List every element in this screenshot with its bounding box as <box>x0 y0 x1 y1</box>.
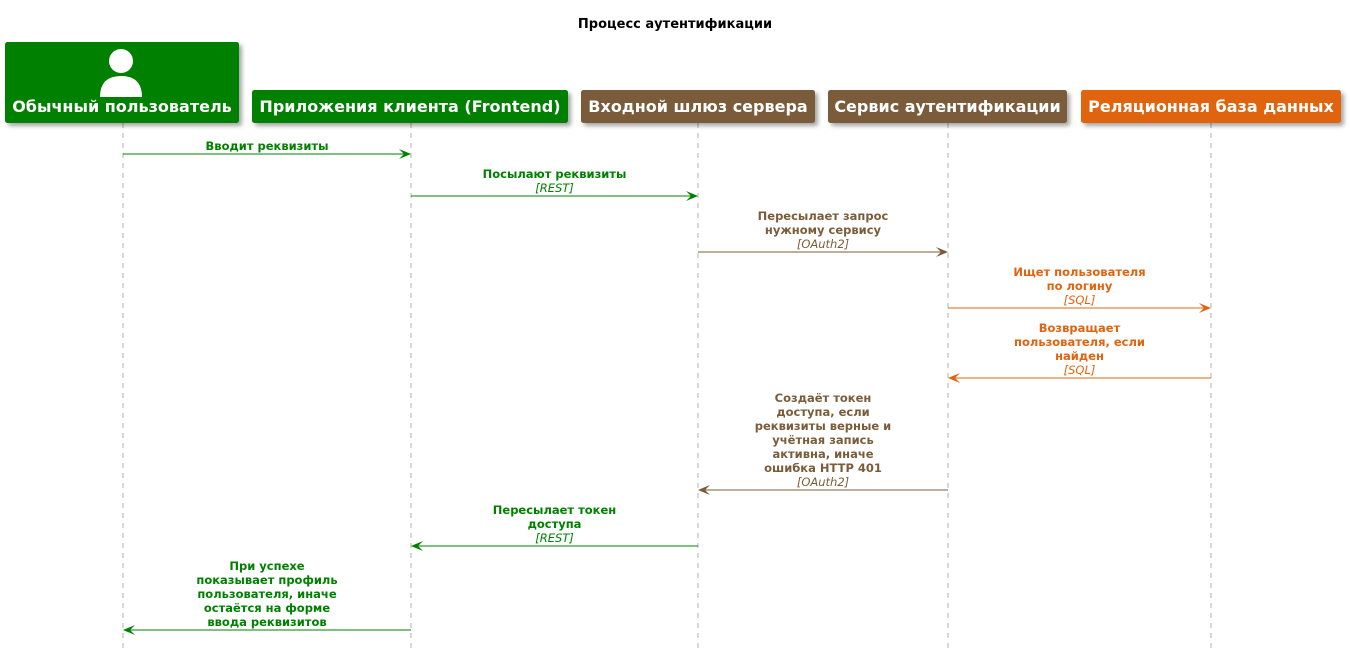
message-technology: [SQL] <box>1063 293 1096 307</box>
participant-user <box>5 42 239 123</box>
message-label: по логину <box>1046 279 1113 293</box>
message-label: найден <box>1055 349 1104 363</box>
message-label: ошибка HTTP 401 <box>764 461 882 475</box>
message-5 <box>948 321 1211 383</box>
message-label: Создаёт токен <box>774 391 872 405</box>
participant-label-auth: Сервис аутентификации <box>834 97 1061 116</box>
message-technology: [OAuth2] <box>796 475 850 489</box>
message-label: Пересылает токен <box>492 503 617 517</box>
message-8 <box>123 559 411 635</box>
message-label: остаётся на форме <box>203 601 331 615</box>
message-label: нужному сервису <box>764 223 882 237</box>
participant-db <box>1081 90 1341 123</box>
message-label: Посылают реквизиты <box>482 167 627 181</box>
message-4 <box>948 265 1211 313</box>
message-label: ввода реквизитов <box>207 615 327 629</box>
message-label: учётная запись <box>772 433 874 447</box>
message-label: пользователя, если <box>1014 335 1145 349</box>
message-label: Ищет пользователя <box>1013 265 1146 279</box>
message-technology: [REST] <box>535 181 574 195</box>
participant-gateway <box>581 90 815 123</box>
message-7 <box>411 503 698 551</box>
message-1 <box>123 139 411 159</box>
message-technology: [SQL] <box>1063 363 1096 377</box>
diagram-title: Процесс аутентификации <box>577 17 773 32</box>
message-label: Вводит реквизиты <box>205 139 329 153</box>
message-3 <box>698 209 948 257</box>
participant-frontend <box>252 90 568 123</box>
message-label: доступа, если <box>776 405 870 419</box>
message-label: доступа <box>527 517 582 531</box>
participant-label-gateway: Входной шлюз сервера <box>588 97 808 116</box>
message-label: пользователя, иначе <box>197 587 337 601</box>
participant-label-frontend: Приложения клиента (Frontend) <box>259 97 561 116</box>
message-label: Возвращает <box>1038 321 1121 335</box>
message-label: Пересылает запрос <box>757 209 889 223</box>
message-label: реквизиты верные и <box>754 419 892 433</box>
message-label: При успехе <box>229 559 305 573</box>
participant-auth <box>828 90 1067 123</box>
message-technology: [REST] <box>535 531 574 545</box>
message-technology: [OAuth2] <box>796 237 850 251</box>
participant-label-user: Обычный пользователь <box>12 97 232 116</box>
participant-label-db: Реляционная база данных <box>1088 97 1334 116</box>
message-label: показывает профиль <box>196 573 338 587</box>
message-label: активна, иначе <box>772 447 874 461</box>
message-6 <box>698 391 948 495</box>
message-2 <box>411 167 698 201</box>
